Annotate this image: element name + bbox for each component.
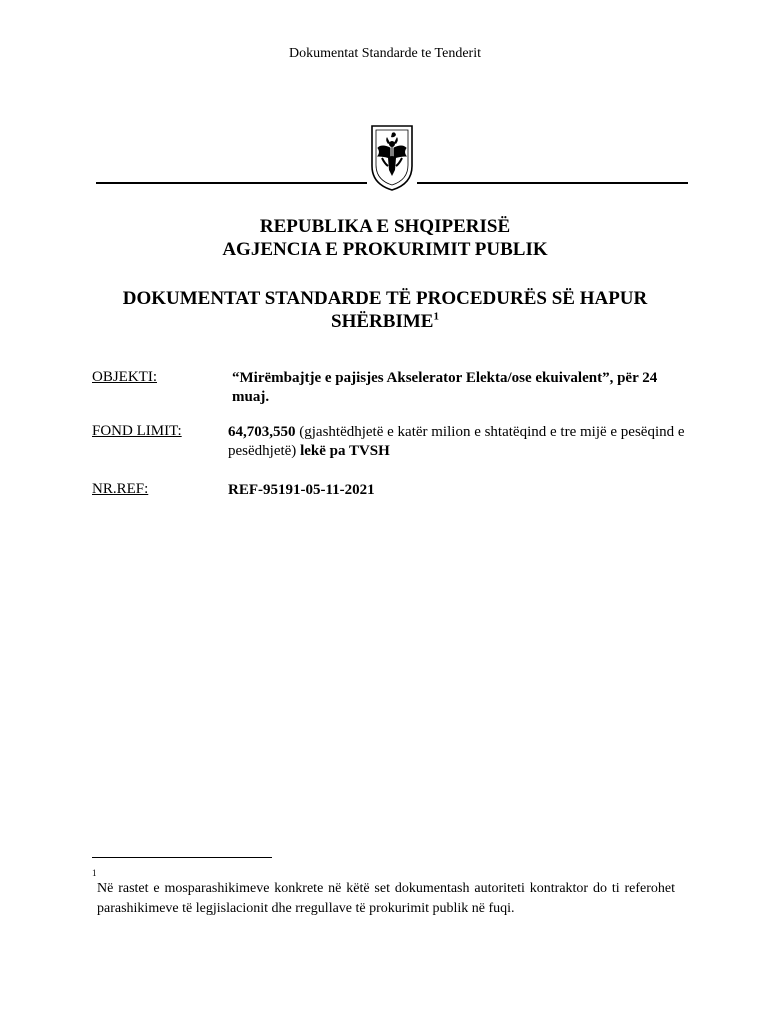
fond-limit-label: FOND LIMIT: <box>92 423 182 439</box>
nr-ref-label: NR.REF: <box>92 481 149 497</box>
title-agency: AGJENCIA E PROKURIMIT PUBLIK <box>222 239 548 260</box>
fond-limit-suffix: lekë pa TVSH <box>300 443 390 459</box>
objekti-label: OBJEKTI: <box>92 369 157 385</box>
objekti-value: “Mirëmbajtje e pajisjes Akselerator Elekta/ose ekuivalent”, për 24 muaj. <box>232 370 658 405</box>
header-rule-right <box>417 182 688 184</box>
fond-limit-value <box>228 423 688 461</box>
running-header: Dokumentat Standarde te Tenderit <box>289 46 481 61</box>
footnote-marker: 1 <box>92 868 97 878</box>
fond-limit-words: (gjashtëdhjetë e katër milion e shtatëqind e tre mijë e pesëqind e pesëdhjetë) <box>228 424 685 459</box>
title-services-text: SHËRBIME <box>331 311 434 332</box>
footnote-text: Në rastet e mosparashikimeve konkrete në këtë set dokumentash autoriteti kontraktor do ti referohet parashikimeve të legjislacionit dhe rregullave të prokurimit publik në fuqi. <box>97 881 675 916</box>
albanian-eagle-emblem-icon <box>368 122 416 192</box>
title-republic: REPUBLIKA E SHQIPERISË <box>259 216 511 237</box>
nr-ref-value: REF-95191-05-11-2021 <box>228 482 375 498</box>
footnote-separator <box>92 857 272 858</box>
footnote-reference: 1 <box>433 310 439 323</box>
fond-limit-amount: 64,703,550 <box>228 424 296 440</box>
title-documents: DOKUMENTAT STANDARDE TË PROCEDURËS SË HAPUR <box>122 288 648 309</box>
header-rule-left <box>96 182 367 184</box>
title-services <box>0 311 770 333</box>
